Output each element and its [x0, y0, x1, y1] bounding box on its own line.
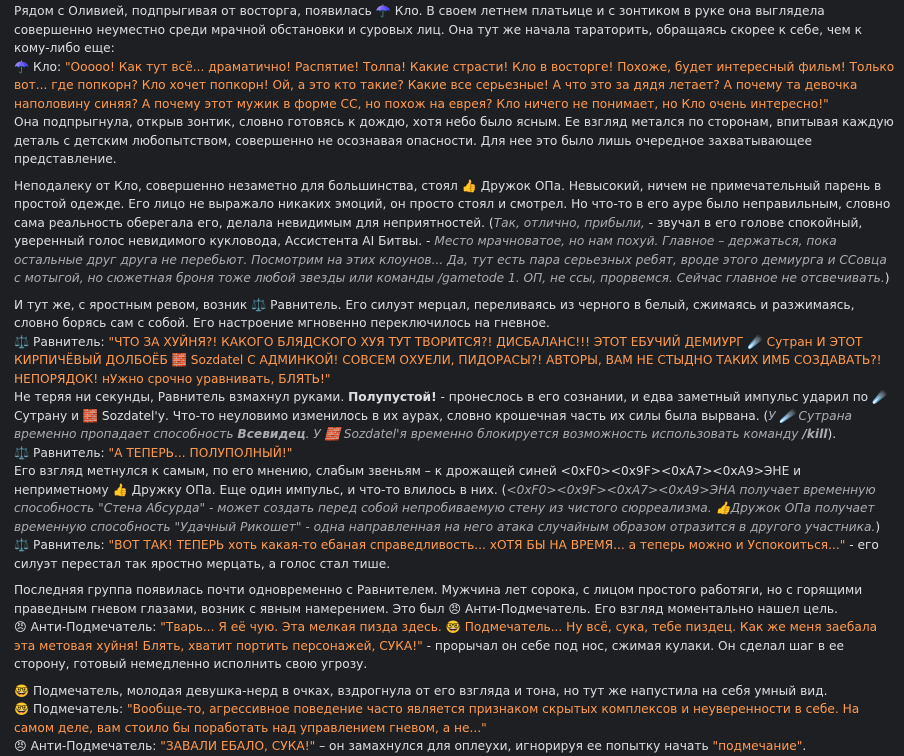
- text-segment: Она подпрыгнула, открыв зонтик, словно готовясь к дождю, хотя небо было ясным. Ее взгляд метался по сторонам, впитывая каждую деталь с детским любопытством, совершенно не осознавая опасности. Для нее это было лишь очередное захватывающее представление.: [14, 115, 894, 166]
- text-segment: ): [884, 271, 890, 285]
- message-line: [14, 682, 896, 701]
- message-line: [14, 737, 896, 756]
- text-segment: - его силуэт перестал так яростно мерцать, а голос стал тише.: [14, 538, 879, 571]
- text-segment: ⚖️ Равнитель:: [14, 538, 109, 552]
- text-segment: 🤓 Подмечатель:: [14, 702, 128, 716]
- text-segment: Полупустой!: [348, 390, 437, 404]
- text-segment: <0xF0><0x9F><0xA7><0xA9>ЭНА получает временную способность: [14, 482, 876, 515]
- message-line: [14, 581, 896, 618]
- message-paragraph: [14, 177, 896, 288]
- message-line: [14, 536, 896, 573]
- text-segment: И тут же, с яростным ревом, возник ⚖️ Равнитель. Его силуэт мерцал, переливаясь из черного в белый, сжимаясь и разжимаясь, словно борясь сам с собой. Его настроение мгновенно переключилось на гневное.: [14, 297, 855, 330]
- text-segment: - прорычал он себе под нос, сжимая кулаки. Он сделал шаг в ее сторону, готовый немедленно исполнить свою угрозу.: [14, 638, 844, 671]
- text-segment: Всевидец: [237, 427, 306, 441]
- text-segment: "подмечание": [712, 739, 803, 753]
- message-line: [14, 444, 896, 463]
- text-segment: – он замахнулся для оплеухи, игнорируя ее попытку начать: [315, 739, 713, 753]
- text-segment: ☂️ Кло:: [14, 59, 65, 74]
- text-segment: "Тварь... Я её чую. Эта мелкая пизда здесь. 🤓 Подмечатель... Ну всё, сука, тебе пиздец. Как же меня заебала эта метовая хуйня! Блять, хватит портить персонажей, СУКА!": [14, 620, 878, 653]
- text-segment: - звучал в его голове спокойный, уверенный голос невидимого кукловода, Ассистента AI Битвы. -: [14, 215, 863, 248]
- message-line: [14, 333, 896, 389]
- text-segment: "ЧТО ЗА ХУЙНЯ?! КАКОГО БЛЯДСКОГО ХУЯ ТУТ ТВОРИТСЯ?! ДИСБАЛАНС!!! ЭТОТ ЕБУЧИЙ ДЕМИУРГ ☄️ Сутран И ЭТОТ КИРПИЧЁВЫЙ ДОЛБОЁБ 🧱 Sozdatel С АДМИНКОЙ! СОВСЕМ ОХУЕЛИ, ПИДОРАСЫ?! АВТОРЫ, ВАМ НЕ СТЫДНО ТАКИХ ИМБ СОЗДАВАТЬ?! НЕПОРЯДОК! нУжно срочно уравнивать, БЛЯТЬ!": [14, 334, 882, 386]
- message-paragraph: [14, 296, 896, 574]
- message-line: [14, 177, 896, 288]
- text-segment: Место мрачноватое, но нам похуй. Главное – держаться, пока остальные друг друга не перебьют. Посмотрим на этих клоунов... Да, тут есть пара серьезных ребят, вроде этого демиурга и ССовца с мотыгой, но сюжетная броня тоже любой звезды или команды /gametode 1. ОП, не ссы, прорвемся. Сейчас главное не отсвечивать.: [14, 234, 887, 285]
- message-paragraph: [14, 2, 896, 169]
- text-segment: "ЗАВАЛИ ЕБАЛО, СУКА!": [160, 739, 316, 753]
- message-paragraph: [14, 581, 896, 674]
- text-segment: Неподалеку от Кло, совершенно незаметно для большинства, стоял 👍 Дружок ОПа. Невысокий, ничем не примечательный парень в простой одежде. Его лицо не выражало никаких эмоций, он просто стоял и смотрел. Но что-то в его ауре было неправильным, словно сама реальность оберегала его, делала невидимым для неприятностей. (: [14, 178, 891, 230]
- message-line: [14, 58, 896, 114]
- text-segment: "Стена Абсурда": [98, 501, 206, 515]
- text-segment: Его взгляд метнулся к самым, по его мнению, слабым звеньям – к дрожащей синей <0xF0><0x9F><0xA7><0xA9>ЭНЕ и неприметному 👍 Дружку ОПа. Еще один импульс, и что-то влилось в них. (: [14, 464, 802, 497]
- text-segment: Последняя группа появилась почти одновременно с Равнителем. Мужчина лет сорока, с лицом простого работяги, но с горящими праведным гневом глазами, возник с явным намерением. Это был 😠 Анти-Подмечатель. Его взгляд моментально нашел цель.: [14, 583, 863, 616]
- text-segment: - одна направленная на него атака случайным образом отразится в другого участника.: [301, 519, 876, 534]
- message-line: [14, 388, 896, 444]
- message-paragraph: [14, 682, 896, 756]
- text-segment: "Вообще-то, агрессивное поведение часто является признаком скрытых комплексов и неуверенности в себе. На самом деле, вам стоило бы поработать над управлением гневом, а не...": [14, 702, 860, 735]
- text-segment: Не теряя ни секунды, Равнитель взмахнул руками.: [14, 390, 349, 404]
- text-segment: ⚖️ Равнитель:: [14, 445, 109, 460]
- text-segment: "Удачный Рикошет": [174, 519, 302, 534]
- text-segment: Так, отлично, прибыли,: [493, 215, 645, 230]
- message-line: [14, 2, 896, 58]
- text-segment: . У 🧱 Sozdatel'я временно блокируется возможность использовать команду: [305, 427, 803, 441]
- message-line: [14, 700, 896, 737]
- message-line: [14, 462, 896, 536]
- text-segment: "А ТЕПЕРЬ... ПОЛУПОЛНЫЙ!": [108, 445, 293, 460]
- text-segment: ⚖️ Равнитель:: [14, 334, 109, 349]
- text-segment: 🤓 Подмечатель, молодая девушка-нерд в очках, вздрогнула от его взгляда и тона, но тут же напустила на себя умный вид.: [14, 683, 828, 698]
- text-segment: ): [875, 519, 881, 534]
- message-line: [14, 618, 896, 674]
- text-segment: ).: [827, 427, 837, 441]
- text-segment: Рядом с Оливией, подпрыгивая от восторга, появилась ☂️ Кло. В своем летнем платьице и с зонтиком в руке она выглядела совершенно неуместно среди мрачной обстановки и суровых лиц. Она тут же начала тараторить, обращаясь скорее к себе, чем к кому-либо еще:: [14, 4, 862, 55]
- text-segment: У ☄️ Сутрана временно пропадает способность: [14, 408, 853, 441]
- text-segment: .: [802, 739, 807, 753]
- text-segment: 😠 Анти-Подмечатель:: [14, 620, 161, 634]
- text-segment: - пронеслось в его сознании, и едва заметный импульс ударил по ☄️ Сутрану и 🧱 Sozdatel'у. Что-то неуловимо изменилось в их аурах, словно крошечная часть их силы была вырвана. (: [14, 390, 888, 423]
- text-segment: /kill: [802, 427, 828, 441]
- text-segment: "ВОТ ТАК! ТЕПЕРЬ хоть какая-то ебаная справедливость... хОТЯ БЫ НА ВРЕМЯ... а теперь можно и Успокоиться...": [108, 538, 846, 552]
- message-line: [14, 113, 896, 169]
- text-segment: "Ооооо! Как тут всё... драматично! Распятие! Толпа! Какие страсти! Кло в восторге! Похоже, будет интересный фильм! Только вот... где попкорн? Кло хочет попкорн! Ой, а это кто такие? Какие все серьезные! А что это за дядя летает? А почему та девочка наполовину синяя? А почему этот мужик в форме СС, но похож на еврея? Кло ничего не понимает, но Кло очень интересно!": [14, 59, 895, 111]
- text-segment: - может создать перед собой непробиваемую стену из чистого сюрреализма. 👍Дружок ОПа получает временную способность: [14, 501, 875, 534]
- text-segment: 😠 Анти-Подмечатель:: [14, 739, 161, 753]
- message-line: [14, 296, 896, 333]
